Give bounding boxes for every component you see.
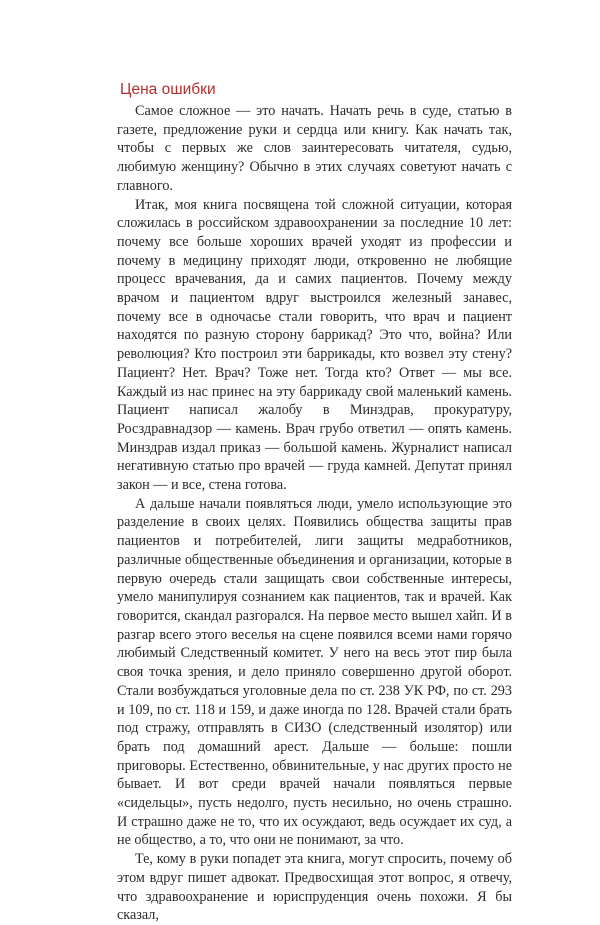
body-text [117,102,512,925]
section-title: Цена ошибки [120,81,216,98]
paragraph-1: Самое сложное — это начать. Начать речь в суде, статью в газете, предложение руки и сердца или книгу. Как начать так, чтобы с первых же слов заинтересовать читателя, судью, любимую женщину? Обычно в этих случаях советуют начать с главного. [117,103,512,194]
paragraph-3: А дальше начали появляться люди, умело использующие это разделение в своих целях. Появились общества защиты прав пациентов и потребителей, лиги защиты медработников, различные общественные объединения и организации, которые в первую очередь стали защищать свои собственные интересы, умело манипулируя сознанием как пациентов, так и врачей. Как говорится, скандал разгорался. На первое место вышел хайп. И в разгар всего этого веселья на сцене появился всеми нами горячо любимый Следственный комитет. У него на весь этот пир была своя точка зрения, и дело приняло совершенно другой оборот. Стали возбуждаться уголовные дела по ст. 238 УК РФ, по ст. 293 и 109, по ст. 118 и 159, и даже иногда по 128. Врачей стали брать под стражу, отправлять в СИЗО (следственный изолятор) или брать под домашний арест. Дальше — больше: пошли приговоры. Естественно, обвинительные, у нас других просто не бывает. И вот среди врачей начали появляться первые «сидельцы», пусть недолго, пусть несильно, но очень страшно. И страшно даже не то, что их осуждают, ведь осуждает их суд, а не общество, а то, что они не понимают, за что. [117,495,512,849]
paragraph-2: Итак, моя книга посвящена той сложной ситуации, которая сложилась в российском здравоохранении за последние 10 лет: почему все больше хороших врачей уходят из профессии и почему в медицину приходят люди, откровенно не любящие процесс врачевания, да и самих пациентов. Почему между врачом и пациентом вдруг выстроился железный занавес, почему все в одночасье стали говорить, что врач и пациент находятся по разную сторону баррикад? Это что, война? Или революция? Кто построил эти баррикады, кто возвел эту стену? Пациент? Нет. Врач? Тоже нет. Тогда кто? Ответ — мы все. Каждый из нас принес на эту баррикаду свой маленький камень. Пациент написал жалобу в Минздрав, прокуратуру, Росздравнадзор — камень. Врач грубо ответил — опять камень. Минздрав издал приказ — большой камень. Журналист написал негативную статью про врачей — груда камней. Депутат принял закон — и все, стена готова. [117,196,512,494]
paragraph-4: Те, кому в руки попадет эта книга, могут спросить, почему об этом вдруг пишет адвокат. Предвосхищая этот вопрос, я отвечу, что здравоохранение и юриспруденция очень похожи. Я бы сказал, [117,851,512,924]
